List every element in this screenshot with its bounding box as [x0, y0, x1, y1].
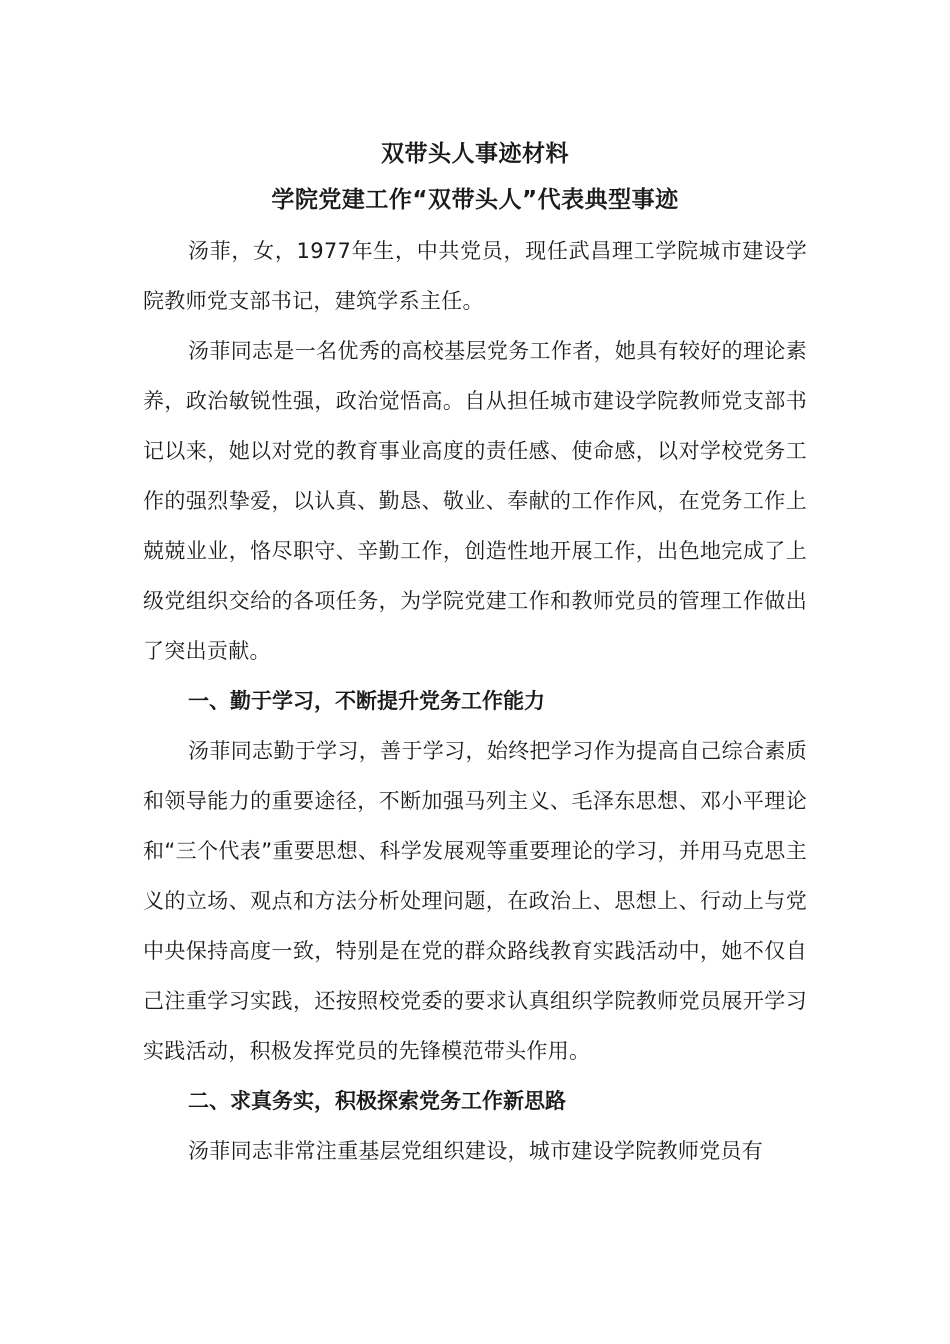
- summary-paragraph: 汤菲同志是一名优秀的高校基层党务工作者，她具有较好的理论素养，政治敏锐性强，政治觉悟高。自从担任城市建设学院教师党支部书记以来，她以对党的教育事业高度的责任感、使命感，以对学校党务工作的强烈挚爱，以认真、勤恳、敬业、奉献的工作作风，在党务工作上兢兢业业，恪尽职守、辛勤工作，创造性地开展工作，出色地完成了上级党组织交给的各项任务，为学院党建工作和教师党员的管理工作做出了突出贡献。: [143, 339, 807, 663]
- section-2-body: 汤菲同志非常注重基层党组织建设，城市建设学院教师党员有: [188, 1139, 764, 1163]
- document-body: [143, 130, 807, 1176]
- document-subtitle: 学院党建工作“双带头人”代表典型事迹: [271, 187, 679, 213]
- document-title: 双带头人事迹材料: [381, 141, 569, 167]
- section-2-heading: 二、求真务实，积极探索党务工作新思路: [188, 1089, 566, 1113]
- section-1-body: 汤菲同志勤于学习，善于学习，始终把学习作为提高自己综合素质和领导能力的重要途径，不断加强马列主义、毛泽东思想、邓小平理论和“三个代表”重要思想、科学发展观等重要理论的学习，并用马克思主义的立场、观点和方法分析处理问题，在政治上、思想上、行动上与党中央保持高度一致，特别是在党的群众路线教育实践活动中，她不仅自己注重学习实践，还按照校党委的要求认真组织学院教师党员展开学习实践活动，积极发挥党员的先锋模范带头作用。: [143, 739, 807, 1063]
- intro-paragraph: 汤菲，女，1977年生，中共党员，现任武昌理工学院城市建设学院教师党支部书记，建筑学系主任。: [143, 239, 807, 313]
- section-1-heading: 一、勤于学习，不断提升党务工作能力: [188, 689, 545, 713]
